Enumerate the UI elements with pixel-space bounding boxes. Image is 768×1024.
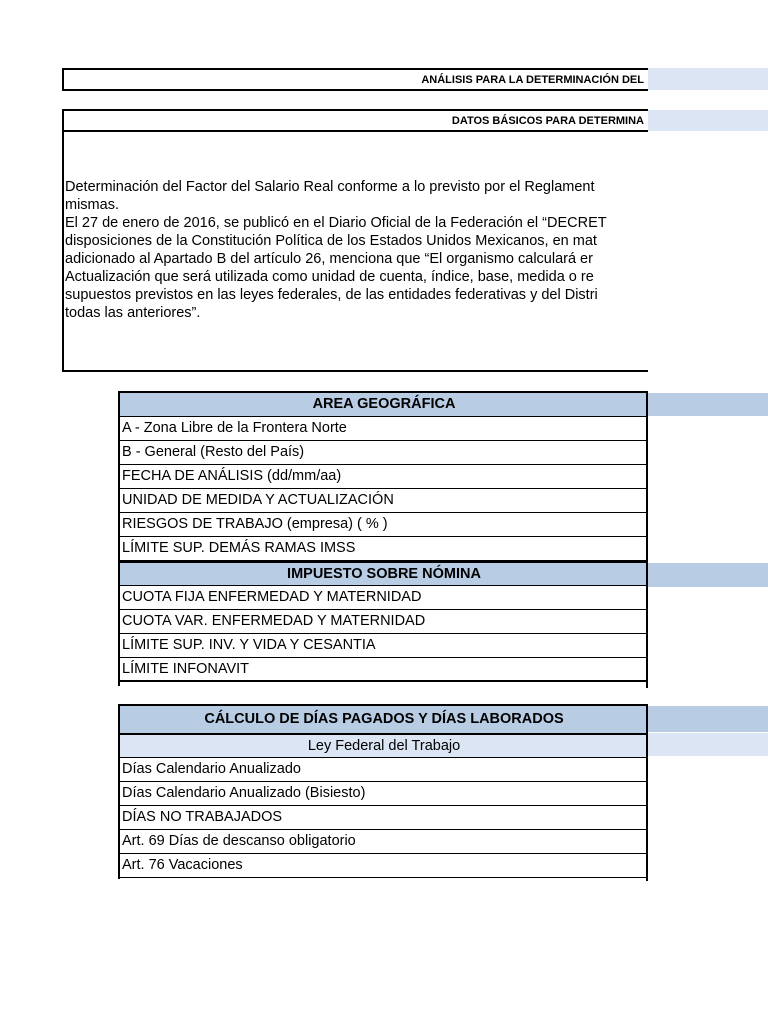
table-row[interactable]: CUOTA FIJA ENFERMEDAD Y MATERNIDAD: [120, 586, 648, 610]
description-line: disposiciones de la Constitución Política de los Estados Unidos Mexicanos, en mat: [65, 233, 597, 249]
table-row[interactable]: LÍMITE SUP. DEMÁS RAMAS IMSS: [120, 537, 648, 561]
table-row[interactable]: A - Zona Libre de la Frontera Norte: [120, 417, 648, 441]
table-row[interactable]: CUOTA VAR. ENFERMEDAD Y MATERNIDAD: [120, 610, 648, 634]
description-line: adicionado al Apartado B del artículo 26, menciona que “El organismo calculará er: [65, 251, 593, 267]
table-row[interactable]: LÍMITE INFONAVIT: [120, 658, 648, 682]
table-row[interactable]: Art. 76 Vacaciones: [120, 854, 648, 878]
section-title-extension-fill: [648, 110, 768, 131]
area-table-header: AREA GEOGRÁFICA: [120, 393, 648, 417]
section-title: DATOS BÁSICOS PARA DETERMINA: [62, 109, 648, 132]
table-row[interactable]: DÍAS NO TRABAJADOS: [120, 806, 648, 830]
days-table-subheader: Ley Federal del Trabajo: [120, 734, 648, 758]
table-right-border: [646, 393, 648, 688]
days-header-extension-fill: [648, 706, 768, 732]
title-extension-fill: [648, 68, 768, 90]
area-table: [118, 391, 648, 686]
table-row[interactable]: Días Calendario Anualizado: [120, 758, 648, 782]
table-row[interactable]: UNIDAD DE MEDIDA Y ACTUALIZACIÓN: [120, 489, 648, 513]
description-line: El 27 de enero de 2016, se publicó en el Diario Oficial de la Federación el “DECRET: [65, 215, 607, 231]
table-row[interactable]: B - General (Resto del País): [120, 441, 648, 465]
description-line: supuestos previstos en las leyes federales, de las entidades federativas y del Distri: [65, 287, 598, 303]
days-subheader-extension-fill: [648, 733, 768, 756]
description-line: todas las anteriores”.: [65, 305, 201, 321]
table-row[interactable]: LÍMITE SUP. INV. Y VIDA Y CESANTIA: [120, 634, 648, 658]
table-row[interactable]: RIESGOS DE TRABAJO (empresa) ( % ): [120, 513, 648, 537]
table-row[interactable]: FECHA DE ANÁLISIS (dd/mm/aa): [120, 465, 648, 489]
isn-table-header: IMPUESTO SOBRE NÓMINA: [120, 561, 648, 586]
table-row[interactable]: Días Calendario Anualizado (Bisiesto): [120, 782, 648, 806]
days-table: [118, 704, 648, 879]
description-line: Actualización que será utilizada como unidad de cuenta, índice, base, medida o re: [65, 269, 594, 285]
description-line: Determinación del Factor del Salario Real conforme a lo previsto por el Reglament: [65, 179, 595, 195]
days-table-header: CÁLCULO DE DÍAS PAGADOS Y DÍAS LABORADOS: [120, 706, 648, 734]
description-text: [65, 178, 649, 322]
description-line: mismas.: [65, 197, 119, 213]
area-header-extension-fill: [648, 393, 768, 416]
isn-header-extension-fill: [648, 563, 768, 587]
table-row[interactable]: Art. 69 Días de descanso obligatorio: [120, 830, 648, 854]
description-box: [62, 131, 648, 372]
sheet-title: ANÁLISIS PARA LA DETERMINACIÓN DEL: [62, 68, 648, 91]
